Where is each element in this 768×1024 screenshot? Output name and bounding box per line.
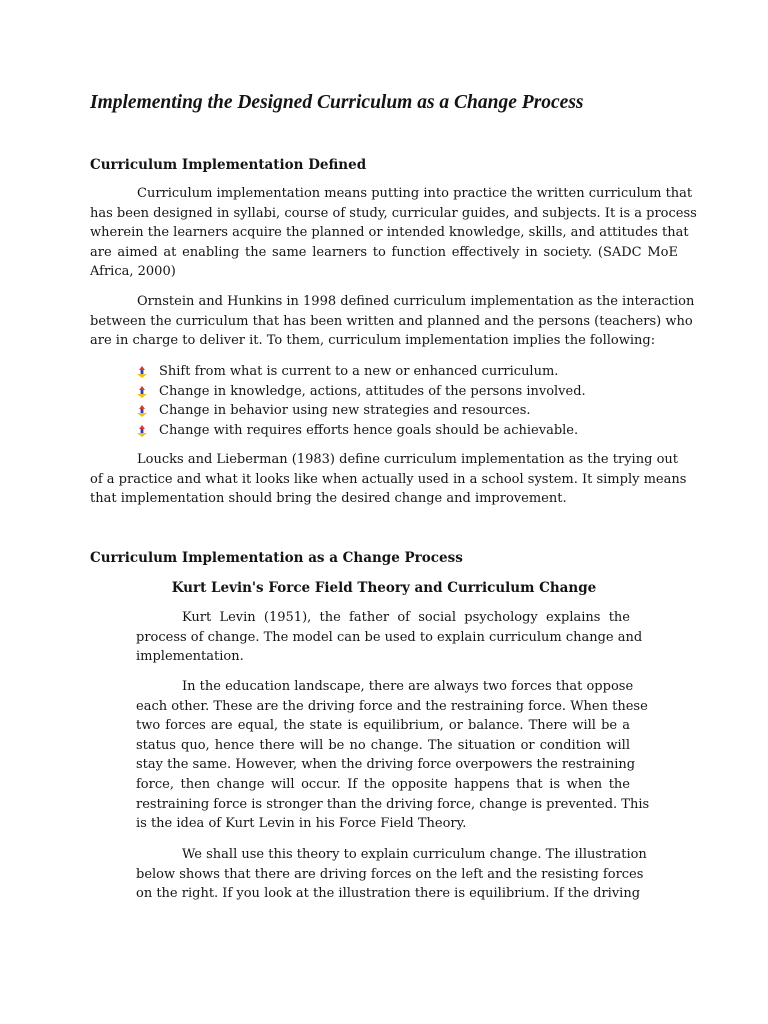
list-item: [134, 382, 586, 402]
paragraph-education-forces: [136, 677, 650, 834]
paragraph-line: are in charge to deliver it. To them, curriculum implementation implies the following:: [90, 333, 656, 349]
subheading-force-field: Kurt Levin's Force Field Theory and Curriculum Change: [171, 580, 597, 596]
paragraph-line: Loucks and Lieberman (1983) define curriculum implementation as the trying out: [137, 452, 678, 467]
section-heading-change-process: Curriculum Implementation as a Change Process: [90, 550, 463, 566]
paragraph-line: stay the same. However, when the driving force overpowers the restraining: [136, 757, 636, 773]
arrow-bullet-icon: [136, 386, 148, 398]
paragraph-line: wherein the learners acquire the planned or intended knowledge, skills, and attitudes that: [90, 225, 689, 241]
paragraph-line: are aimed at enabling the same learners to function effectively in society. (SADC MoE: [90, 244, 678, 260]
paragraph-line: below shows that there are driving forces on the left and the resisting forces: [136, 866, 644, 882]
paragraph-line: Kurt Levin (1951), the father of social psychology explains the: [182, 610, 630, 625]
paragraph-line: We shall use this theory to explain curriculum change. The illustration: [182, 847, 647, 862]
list-item-text: Shift from what is current to a new or enhanced curriculum.: [159, 364, 559, 379]
document-title: Implementing the Designed Curriculum as a Change Process: [90, 92, 584, 113]
paragraph-loucks-lieberman: [90, 450, 687, 509]
list-item-text: Change with requires efforts hence goals should be achievable.: [159, 423, 579, 439]
paragraph-line: force, then change will occur. If the opposite happens that is when the: [136, 776, 630, 792]
paragraph-line: process of change. The model can be used to explain curriculum change and: [136, 629, 643, 645]
list-item: [134, 401, 586, 421]
paragraph-ornstein-hunkins: [90, 292, 695, 351]
list-item: [134, 362, 586, 382]
paragraph-line: status quo, hence there will be no change. The situation or condition will: [136, 737, 630, 753]
paragraph-line: two forces are equal, the state is equilibrium, or balance. There will be a: [136, 718, 630, 734]
paragraph-line: Africa, 2000): [90, 264, 176, 280]
paragraph-line: on the right. If you look at the illustration there is equilibrium. If the driving: [136, 886, 641, 902]
paragraph-line: implementation.: [136, 649, 244, 665]
paragraph-line: has been designed in syllabi, course of study, curricular guides, and subjects. It is a process: [90, 205, 697, 221]
arrow-bullet-icon: [136, 366, 148, 378]
section-heading-implementation-defined: Curriculum Implementation Defined: [90, 157, 367, 173]
paragraph-line: restraining force is stronger than the driving force, change is prevented. This: [136, 796, 650, 812]
paragraph-line: Curriculum implementation means putting into practice the written curriculum that: [137, 186, 693, 201]
paragraph-line: each other. These are the driving force and the restraining force. When these: [136, 698, 648, 714]
paragraph-definition: [90, 184, 697, 282]
paragraph-line: is the idea of Kurt Levin in his Force Field Theory.: [136, 816, 467, 832]
arrow-bullet-icon: [136, 425, 148, 437]
list-item-text: Change in knowledge, actions, attitudes of the persons involved.: [159, 383, 586, 399]
paragraph-line: that implementation should bring the desired change and improvement.: [90, 491, 567, 507]
arrow-bullet-icon: [136, 405, 148, 417]
paragraph-line: of a practice and what it looks like when actually used in a school system. It simply means: [90, 471, 687, 487]
paragraph-theory-illustration: [136, 845, 647, 904]
list-item: [134, 421, 586, 441]
paragraph-kurt-levin: [136, 608, 643, 667]
implications-list: [134, 362, 586, 441]
paragraph-line: between the curriculum that has been written and planned and the persons (teachers) who: [90, 313, 693, 329]
list-item-text: Change in behavior using new strategies and resources.: [159, 403, 531, 419]
paragraph-line: In the education landscape, there are always two forces that oppose: [182, 679, 634, 694]
paragraph-line: Ornstein and Hunkins in 1998 defined curriculum implementation as the interaction: [137, 294, 695, 309]
